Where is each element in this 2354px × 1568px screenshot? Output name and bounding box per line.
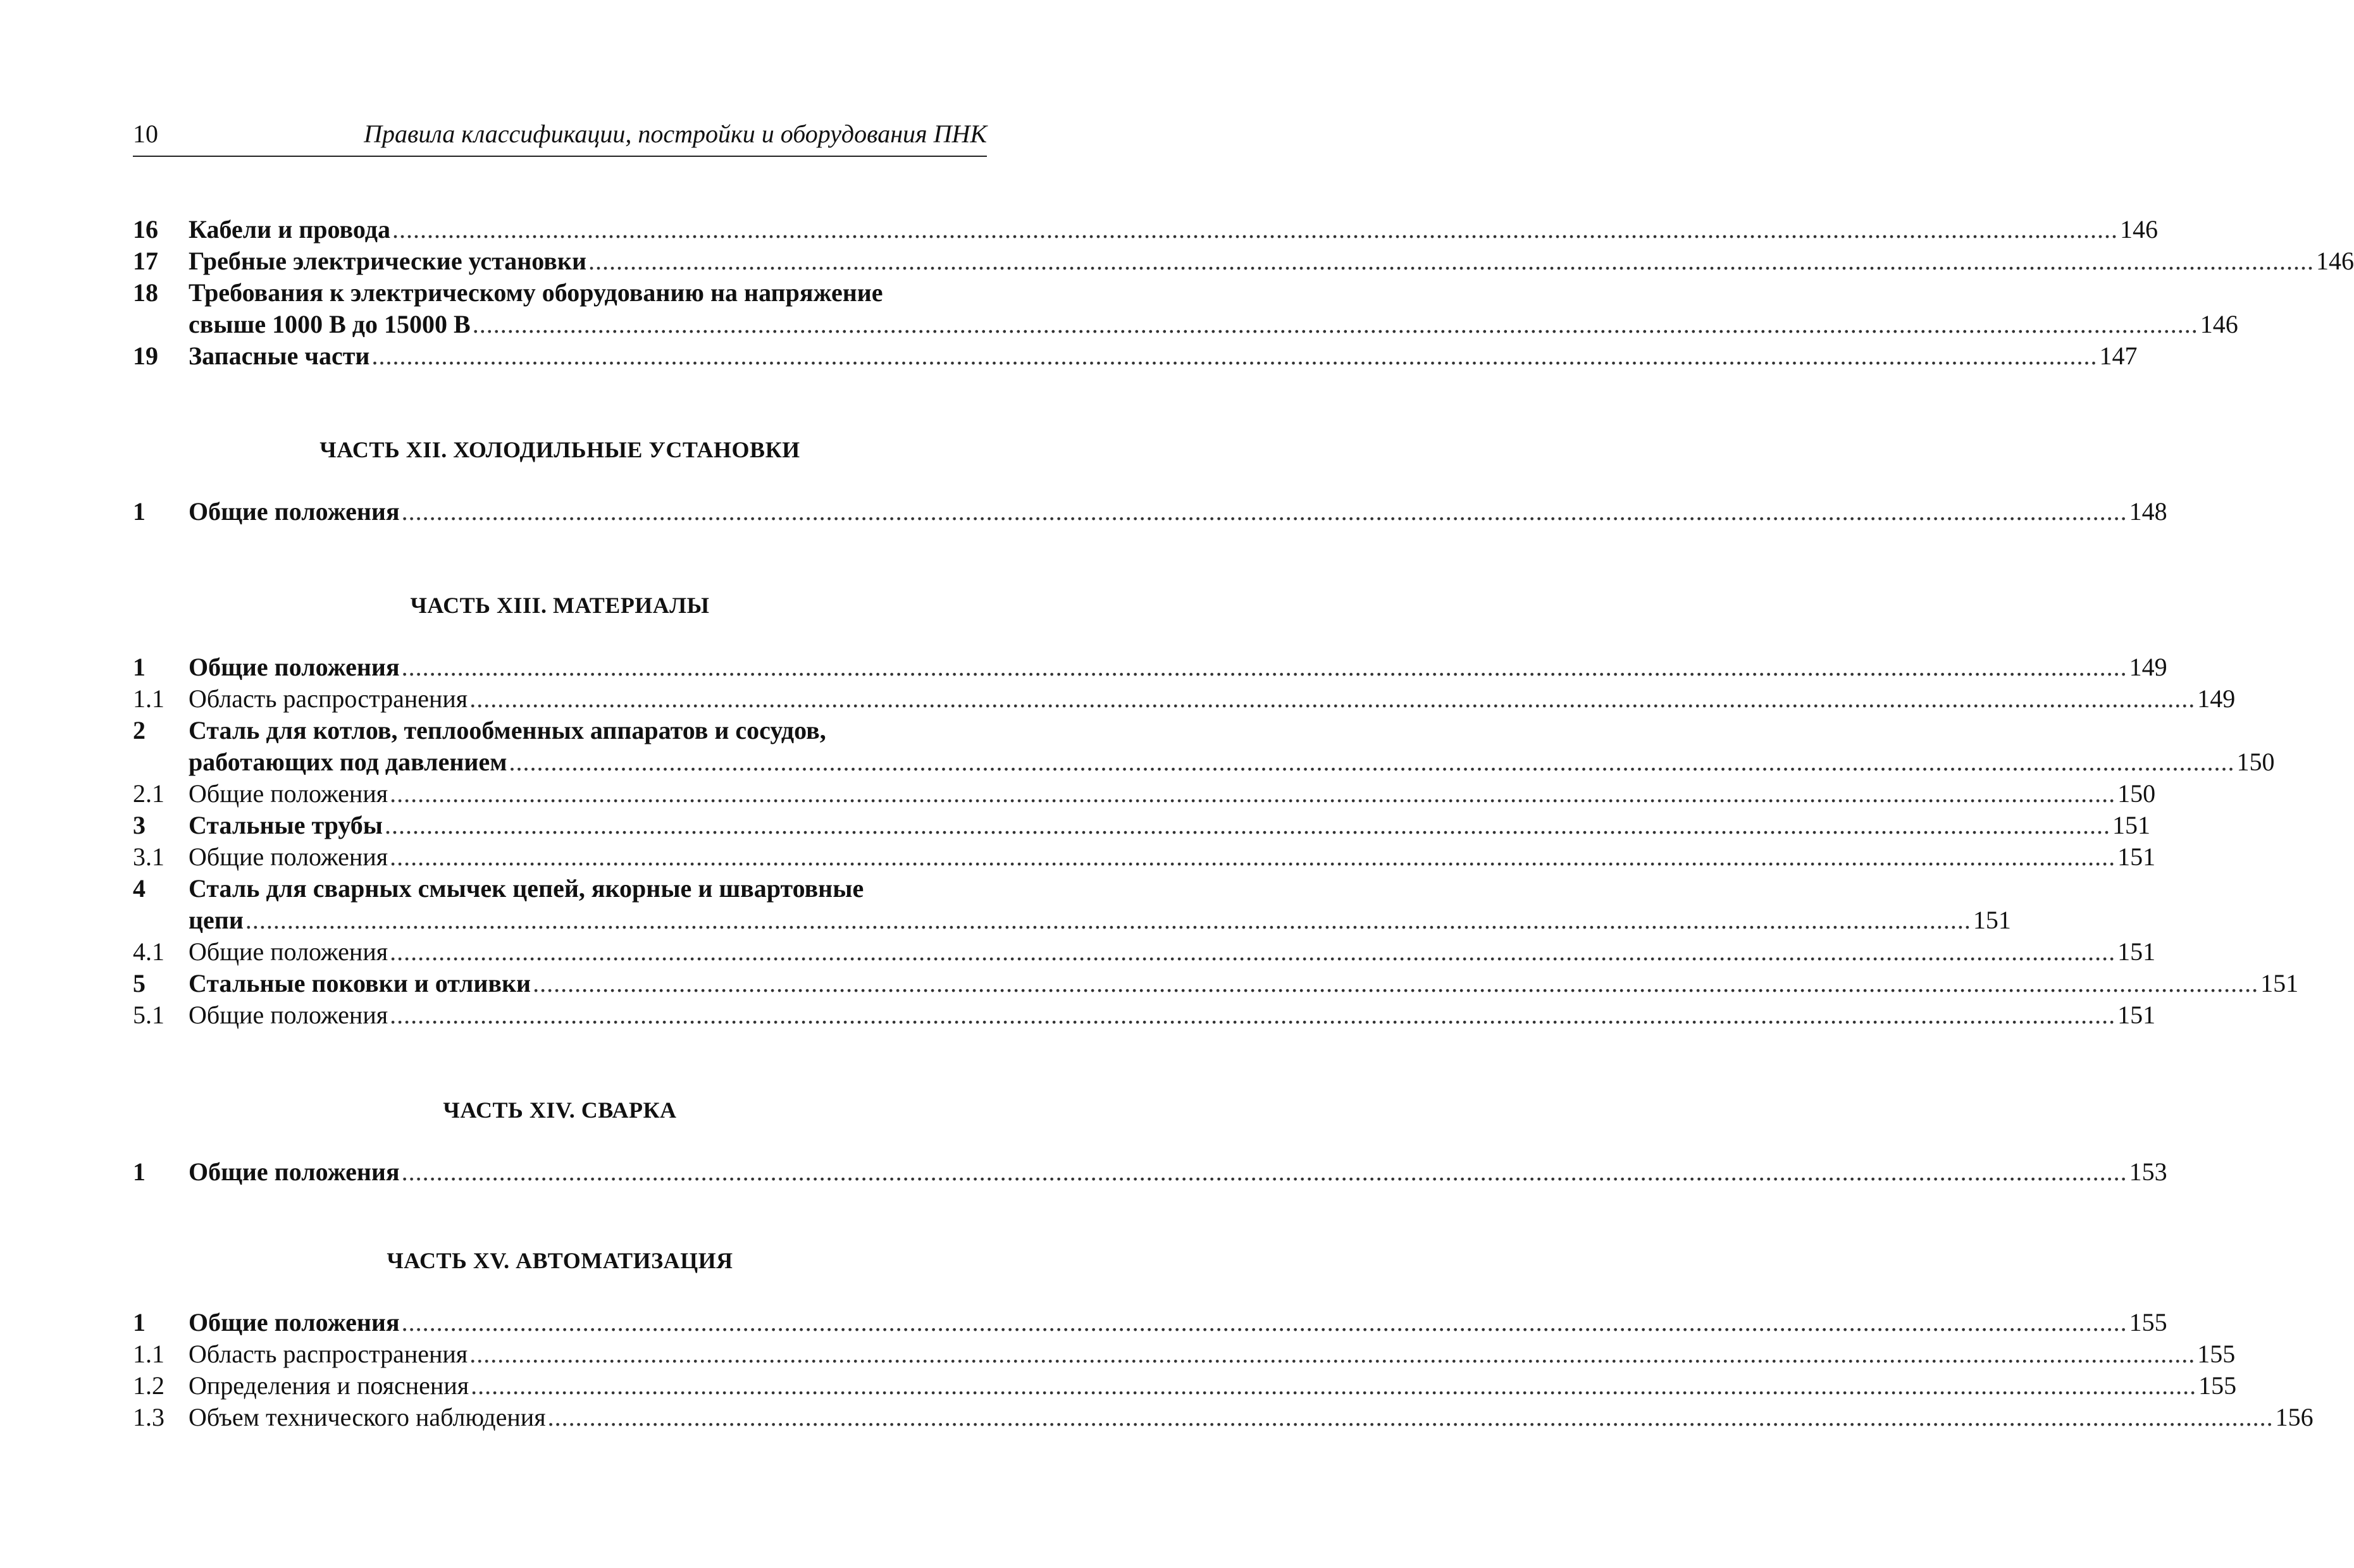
- toc-entry[interactable]: [133, 999, 2156, 1031]
- toc-part-group: [133, 1307, 2314, 1433]
- toc-entry-number: 1.3: [133, 1403, 164, 1431]
- toc-entry[interactable]: [133, 651, 2167, 683]
- toc-entry-title: Общие положения: [189, 937, 388, 966]
- toc-entry-title-line: [189, 904, 2011, 936]
- toc-entry[interactable]: [133, 277, 2238, 340]
- toc-entry[interactable]: [133, 968, 2299, 999]
- toc-entry-title-line: [189, 999, 2156, 1031]
- toc-entry[interactable]: [133, 1370, 2237, 1402]
- toc-entry-title-line: [189, 746, 2275, 778]
- toc-entry-title-line: [189, 936, 2156, 968]
- toc-entry-page: 151: [2117, 1001, 2156, 1029]
- toc-entry-title: Общие положения: [189, 843, 388, 871]
- dot-leader: ........................................................................................................................................................................................................................................................: [472, 310, 2198, 338]
- dot-leader: ........................................................................................................................................................................................................................................................: [509, 748, 2235, 776]
- toc-entry-title: Гребные электрические установки: [189, 247, 587, 275]
- toc-entry-page: 146: [2119, 215, 2158, 244]
- toc-entry-number: 5.1: [133, 1001, 164, 1029]
- toc-entry[interactable]: [133, 1402, 2314, 1433]
- toc-entry-page: 146: [2200, 310, 2238, 338]
- toc-entry-number: 1.1: [133, 1340, 164, 1368]
- dot-leader: ........................................................................................................................................................................................................................................................: [392, 215, 2118, 244]
- toc-entry[interactable]: [133, 245, 2354, 277]
- toc-entry-title: Стальные трубы: [189, 811, 383, 839]
- dot-leader: ........................................................................................................................................................................................................................................................: [533, 969, 2259, 997]
- dot-leader: ........................................................................................................................................................................................................................................................: [385, 811, 2111, 839]
- toc-entry-title: Запасные части: [189, 342, 370, 370]
- toc-entry-number: 5: [133, 969, 146, 997]
- dot-leader: ........................................................................................................................................................................................................................................................: [401, 497, 2128, 526]
- toc-entry-page: 153: [2129, 1157, 2167, 1186]
- toc-entry-title: Объем технического наблюдения: [189, 1403, 546, 1431]
- toc-entry-page: 146: [2316, 247, 2354, 275]
- toc-entry-title: цепи: [189, 906, 244, 934]
- part-heading: ЧАСТЬ XV. АВТОМАТИЗАЦИЯ: [387, 1248, 733, 1273]
- toc-entry-title: Общие положения: [189, 1308, 400, 1337]
- dot-leader: ........................................................................................................................................................................................................................................................: [471, 1371, 2197, 1400]
- toc-entry-title: свыше 1000 В до 15000 В: [189, 310, 471, 338]
- toc-entry-number: 3.1: [133, 843, 164, 871]
- toc-entry-title-line: [189, 309, 2238, 340]
- toc-entry-title-line: [189, 810, 2151, 841]
- toc-entry-page: 151: [2117, 843, 2156, 871]
- dot-leader: ........................................................................................................................................................................................................................................................: [245, 906, 1971, 934]
- toc-entry[interactable]: [133, 715, 2275, 778]
- dot-leader: ........................................................................................................................................................................................................................................................: [588, 247, 2315, 275]
- running-title: Правила классификации, постройки и оборудования ПНК: [364, 120, 987, 148]
- toc-entry-title: Требования к электрическому оборудованию на напряжение: [189, 278, 883, 307]
- toc-entry-title: Сталь для сварных смычек цепей, якорные и швартовные: [189, 874, 864, 903]
- toc-entry-page: 155: [2129, 1308, 2167, 1337]
- toc-entry-page: 150: [2117, 779, 2156, 808]
- toc-entry[interactable]: [133, 683, 2236, 715]
- dot-leader: ........................................................................................................................................................................................................................................................: [401, 1308, 2128, 1337]
- toc-entry-page: 155: [2198, 1371, 2237, 1400]
- toc-entry-number: 17: [133, 247, 158, 275]
- toc-entry-title-line: [189, 715, 987, 746]
- toc-entry-title-line: [189, 683, 2236, 715]
- toc-entry-title-line: [189, 778, 2156, 810]
- toc-entry[interactable]: [133, 214, 2158, 245]
- toc-entry-number: 4: [133, 874, 146, 903]
- toc-part-group: [133, 496, 2167, 528]
- dot-leader: ........................................................................................................................................................................................................................................................: [390, 843, 2116, 871]
- dot-leader: ........................................................................................................................................................................................................................................................: [390, 937, 2116, 966]
- toc-entry-page: 155: [2197, 1340, 2236, 1368]
- toc-part-group: [133, 651, 2299, 1031]
- dot-leader: ........................................................................................................................................................................................................................................................: [401, 653, 2128, 681]
- toc-entry-title-line: [189, 245, 2354, 277]
- toc-entry-number: 3: [133, 811, 146, 839]
- toc-entry-number: 4.1: [133, 937, 164, 966]
- toc-entry[interactable]: [133, 873, 2011, 936]
- toc-part-group: [133, 1156, 2167, 1188]
- toc-entry-title: Кабели и провода: [189, 215, 390, 244]
- toc-entry[interactable]: [133, 936, 2156, 968]
- toc-entry-page: 151: [2117, 937, 2156, 966]
- toc-entry[interactable]: [133, 1156, 2167, 1188]
- toc-entry-title: Общие положения: [189, 653, 400, 681]
- dot-leader: ........................................................................................................................................................................................................................................................: [469, 684, 2196, 713]
- toc-entry-title-line: [189, 1370, 2237, 1402]
- toc-entry-page: 149: [2197, 684, 2236, 713]
- toc-entry-title-line: [189, 1402, 2314, 1433]
- toc-entry-title-line: [189, 1307, 2167, 1338]
- toc-entry-number: 1.1: [133, 684, 164, 713]
- toc-entry-page: 151: [2112, 811, 2151, 839]
- toc-entry[interactable]: [133, 340, 2138, 372]
- toc-entry-number: 1: [133, 1157, 146, 1186]
- part-heading: ЧАСТЬ XIV. СВАРКА: [443, 1097, 677, 1123]
- dot-leader: ........................................................................................................................................................................................................................................................: [371, 342, 2098, 370]
- page-number: 10: [133, 120, 158, 148]
- toc-entry-page: 150: [2236, 748, 2275, 776]
- toc-entry-page: 148: [2129, 497, 2167, 526]
- dot-leader: ........................................................................................................................................................................................................................................................: [547, 1403, 2274, 1431]
- toc-entry-number: 18: [133, 278, 158, 307]
- toc-entry-title: Область распространения: [189, 684, 468, 713]
- table-of-contents: [133, 214, 2354, 1433]
- toc-entry-page: 151: [2260, 969, 2299, 997]
- toc-entry-number: 1: [133, 1308, 146, 1337]
- toc-entry-title: работающих под давлением: [189, 748, 507, 776]
- toc-entry-title-line: [189, 496, 2167, 528]
- dot-leader: ........................................................................................................................................................................................................................................................: [469, 1340, 2196, 1368]
- toc-entry-title-line: [189, 651, 2167, 683]
- toc-entry-number: 1: [133, 653, 146, 681]
- toc-entry-title: Общие положения: [189, 779, 388, 808]
- dot-leader: ........................................................................................................................................................................................................................................................: [390, 779, 2116, 808]
- toc-entry-number: 19: [133, 342, 158, 370]
- toc-entry-title: Определения и пояснения: [189, 1371, 469, 1400]
- toc-entry-title-line: [189, 841, 2156, 873]
- part-heading: ЧАСТЬ XII. ХОЛОДИЛЬНЫЕ УСТАНОВКИ: [319, 437, 800, 462]
- dot-leader: ........................................................................................................................................................................................................................................................: [390, 1001, 2116, 1029]
- toc-entry-title: Общие положения: [189, 1001, 388, 1029]
- toc-entry-number: 1: [133, 497, 146, 526]
- toc-entry-title: Общие положения: [189, 1157, 400, 1186]
- toc-entry[interactable]: [133, 1307, 2167, 1338]
- toc-entry-number: 1.2: [133, 1371, 164, 1400]
- toc-entry-title-line: [189, 968, 2299, 999]
- toc-entry-title: Общие положения: [189, 497, 400, 526]
- toc-entry[interactable]: [133, 1338, 2236, 1370]
- toc-entry-title-line: [189, 214, 2158, 245]
- toc-entry-page: 151: [1973, 906, 2011, 934]
- toc-entry-title-line: [189, 1156, 2167, 1188]
- toc-entry-title-line: [189, 340, 2138, 372]
- header-rule: [133, 156, 987, 157]
- toc-entry-number: 16: [133, 215, 158, 244]
- toc-entry-title: Сталь для котлов, теплообменных аппаратов и сосудов,: [189, 716, 826, 744]
- toc-entry-title-line: [189, 277, 987, 309]
- toc-entry[interactable]: [133, 841, 2156, 873]
- toc-entry-title: Область распространения: [189, 1340, 468, 1368]
- toc-entry-page: 156: [2275, 1403, 2314, 1431]
- toc-entry-page: 147: [2099, 342, 2138, 370]
- toc-entry-title: Стальные поковки и отливки: [189, 969, 531, 997]
- toc-entry-title-line: [189, 1338, 2236, 1370]
- toc-entry-page: 149: [2129, 653, 2167, 681]
- toc-entry-number: 2.1: [133, 779, 164, 808]
- toc-entry-number: 2: [133, 716, 146, 744]
- toc-continued-group: [133, 214, 2354, 372]
- toc-entry[interactable]: [133, 496, 2167, 528]
- toc-entry[interactable]: [133, 778, 2156, 810]
- toc-entry-title-line: [189, 873, 987, 904]
- dot-leader: ........................................................................................................................................................................................................................................................: [401, 1157, 2128, 1186]
- part-heading: ЧАСТЬ XIII. МАТЕРИАЛЫ: [410, 593, 710, 618]
- toc-entry[interactable]: [133, 810, 2151, 841]
